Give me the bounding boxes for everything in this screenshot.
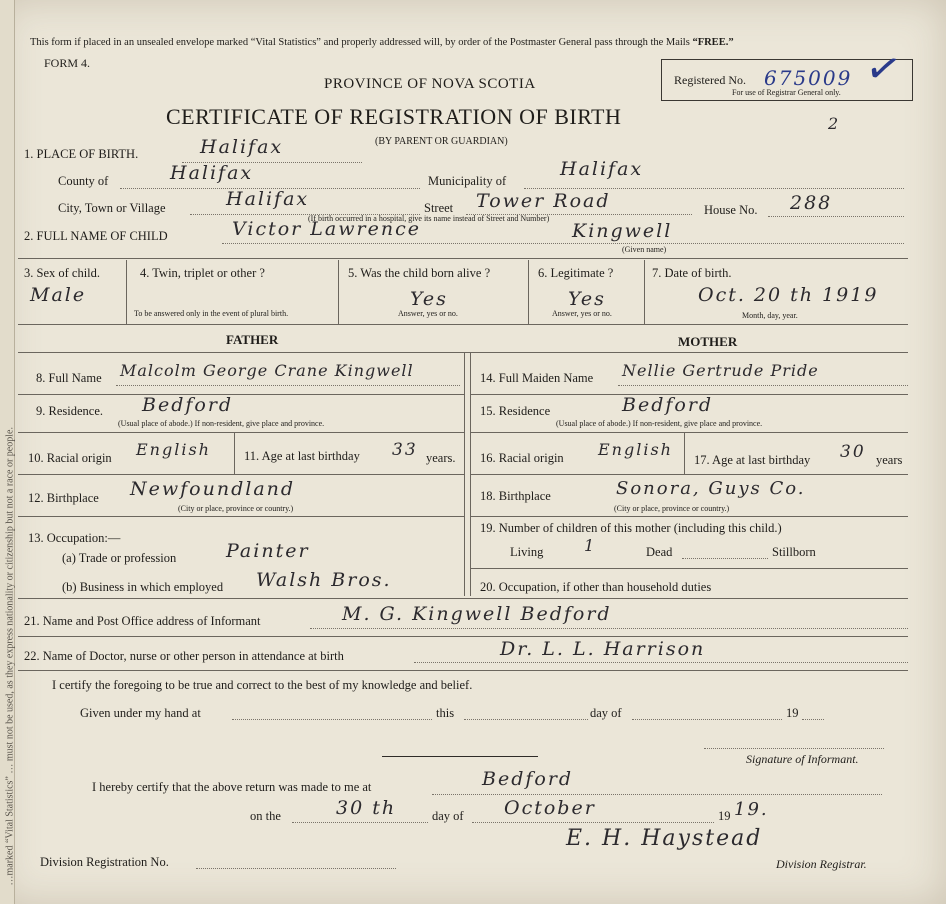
- legitimate-note: Answer, yes or no.: [552, 309, 612, 318]
- divider-5-6: [528, 260, 529, 324]
- legitimate-value: Yes: [568, 288, 606, 310]
- doctor-value: Dr. L. L. Harrison: [500, 638, 706, 660]
- page-title: CERTIFICATE OF REGISTRATION OF BIRTH: [166, 104, 622, 129]
- father-residence-value: Bedford: [142, 394, 234, 416]
- dob-label: 7. Date of birth.: [652, 266, 732, 280]
- child-name-line: [222, 243, 904, 244]
- municipality-label: Municipality of: [428, 174, 507, 188]
- mother-name-line: [618, 385, 908, 386]
- city-label: City, Town or Village: [58, 201, 166, 215]
- street-note: (If birth occurred in a hospital, give its name instead of Street and Number): [308, 214, 550, 223]
- registered-label: Registered No.: [674, 73, 746, 87]
- return-statement: I hereby certify that the above return was made to me at: [92, 780, 372, 794]
- rule-certify-top: [18, 670, 908, 671]
- informant-line: [310, 628, 908, 629]
- divider-3-4: [126, 260, 127, 324]
- mother-residence-label: 15. Residence: [480, 404, 551, 418]
- return-day-line: [292, 822, 428, 823]
- county-label: County of: [58, 174, 109, 188]
- given-place-line: [232, 719, 432, 720]
- child-given-note: (Given name): [622, 245, 667, 254]
- father-rule-4: [18, 516, 464, 517]
- mother-living-value: 1: [584, 536, 597, 555]
- rule-row-3-top: [18, 258, 908, 259]
- father-birthplace-label: 12. Birthplace: [28, 491, 99, 505]
- mother-name-value: Nellie Gertrude Pride: [622, 361, 819, 380]
- alive-value: Yes: [410, 288, 448, 310]
- father-residence-note: [118, 419, 324, 428]
- mother-birthplace-note: (City or place, province or country.): [614, 504, 730, 513]
- house-label: House No.: [704, 203, 758, 217]
- municipality-value: Halifax: [560, 158, 644, 180]
- alive-label: 5. Was the child born alive ?: [348, 266, 491, 280]
- father-racial-value: English: [136, 440, 211, 459]
- postal-notice-free: “FREE.”: [692, 37, 734, 48]
- informant-value: M. G. Kingwell Bedford: [342, 603, 612, 625]
- mother-age-label: 17. Age at last birthday: [694, 453, 811, 467]
- return-month-value: October: [504, 797, 596, 819]
- divider-4-5: [338, 260, 339, 324]
- house-value: 288: [790, 192, 833, 214]
- mother-residence-note-b: If non-resident, give place and province.: [632, 419, 763, 428]
- sex-value: Male: [30, 284, 87, 306]
- father-age-label: 11. Age at last birthday: [244, 449, 360, 463]
- informant-label: 21. Name and Post Office address of Informant: [24, 614, 261, 628]
- registrar-use-note: For use of Registrar General only.: [732, 88, 841, 97]
- short-divider: [382, 756, 538, 757]
- province-heading: PROVINCE OF NOVA SCOTIA: [324, 76, 536, 92]
- divider-6-7: [644, 260, 645, 324]
- father-residence-label: 9. Residence.: [36, 404, 103, 418]
- mother-name-label: 14. Full Maiden Name: [480, 371, 594, 385]
- sex-label: 3. Sex of child.: [24, 266, 101, 280]
- father-name-value: Malcolm George Crane Kingwell: [120, 361, 414, 380]
- mother-racial-value: English: [598, 440, 673, 459]
- city-value: Halifax: [226, 188, 310, 210]
- father-name-label: 8. Full Name: [36, 371, 102, 385]
- return-year-prefix: 19: [718, 809, 731, 823]
- checkmark-icon: ✓: [861, 40, 906, 97]
- mother-divider-16-17: [684, 432, 685, 474]
- father-trade-label: (a) Trade or profession: [62, 551, 177, 565]
- street-label: Street: [424, 201, 454, 215]
- return-day-value: 30 th: [336, 797, 397, 819]
- on-the-label: on the: [250, 809, 281, 823]
- division-registration-label: Division Registration No.: [40, 855, 169, 869]
- doctor-label: 22. Name of Doctor, nurse or other person in attendance at birth: [24, 649, 344, 663]
- father-trade-value: Painter: [226, 540, 310, 562]
- division-registrar-label: Division Registrar.: [776, 857, 867, 871]
- mother-years-label: years: [876, 453, 903, 467]
- father-business-value: Walsh Bros.: [256, 569, 392, 591]
- registrar-signature: E. H. Haystead: [566, 826, 763, 851]
- division-registration-line: [196, 868, 396, 869]
- mother-living-label: Living: [510, 545, 544, 559]
- place-of-birth-value: Halifax: [200, 136, 284, 158]
- postal-notice: [30, 37, 734, 48]
- margin-vertical-text: …marked “Vital Statistics” … must not be used, as they express nationality or citizenship but not a race or people.: [4, 427, 16, 886]
- mother-children-label: 19. Number of children of this mother (including this child.): [480, 521, 782, 535]
- mother-stillborn-label: Stillborn: [772, 545, 816, 559]
- dob-value: Oct. 20 th 1919: [698, 284, 879, 306]
- father-rule-3: [18, 474, 464, 475]
- mother-residence-value: Bedford: [622, 394, 714, 416]
- mother-age-value: 30: [840, 442, 866, 462]
- mother-rule-5: [470, 568, 908, 569]
- mother-occupation-label: 20. Occupation, if other than household duties: [480, 580, 712, 594]
- parents-center-divider: [464, 352, 465, 596]
- father-heading: FATHER: [226, 332, 279, 347]
- father-business-label: (b) Business in which employed: [62, 580, 224, 594]
- informant-signature-line: [704, 748, 884, 749]
- informant-signature-label: Signature of Informant.: [746, 752, 859, 766]
- registered-number: 675009: [764, 66, 853, 90]
- father-residence-note-b: If non-resident, give place and province.: [194, 419, 325, 428]
- return-place-line: [432, 794, 882, 795]
- mother-rule-3: [470, 474, 908, 475]
- father-racial-label: 10. Racial origin: [28, 451, 112, 465]
- doctor-line: [414, 662, 908, 663]
- left-margin-strip: [0, 0, 15, 904]
- mother-rule-4: [470, 516, 908, 517]
- given-year-line: [802, 719, 824, 720]
- corner-handwritten-mark: 2: [828, 114, 841, 133]
- mother-residence-note: [556, 419, 762, 428]
- father-age-value: 33: [392, 440, 418, 460]
- this-label: this: [436, 706, 455, 720]
- given-year-prefix: 19: [786, 706, 799, 720]
- father-divider-10-11: [234, 432, 235, 474]
- father-name-line: [116, 385, 460, 386]
- twin-note: To be answered only in the event of plural birth.: [134, 309, 289, 318]
- rule-parents-heading: [18, 352, 908, 353]
- given-month-line: [632, 719, 782, 720]
- child-given-name: Victor Lawrence: [232, 218, 421, 240]
- rule-doctor-top: [18, 636, 908, 637]
- father-occupation-label: 13. Occupation:—: [28, 531, 121, 545]
- alive-note: Answer, yes or no.: [398, 309, 458, 318]
- mother-heading: MOTHER: [678, 334, 738, 349]
- legitimate-label: 6. Legitimate ?: [538, 266, 614, 280]
- mother-birthplace-value: Sonora, Guys Co.: [616, 478, 806, 499]
- mother-dead-line: [682, 558, 768, 559]
- return-month-line: [472, 822, 714, 823]
- mother-rule-2: [470, 432, 908, 433]
- rule-informant-top: [18, 598, 908, 599]
- given-under-label: Given under my hand at: [80, 706, 201, 720]
- mother-residence-note-a: (Usual place of abode.): [556, 419, 631, 428]
- county-value: Halifax: [170, 162, 254, 184]
- rule-parents-top: [18, 324, 908, 325]
- father-years-label: years.: [426, 451, 456, 465]
- certify-statement: I certify the foregoing to be true and correct to the best of my knowledge and belief.: [52, 678, 473, 692]
- return-year-value: 19.: [734, 799, 769, 820]
- street-value: Tower Road: [476, 190, 611, 212]
- father-birthplace-value: Newfoundland: [130, 478, 296, 500]
- father-residence-note-a: (Usual place of abode.): [118, 419, 193, 428]
- municipality-line: [524, 188, 904, 189]
- child-surname: Kingwell: [572, 220, 673, 242]
- mother-dead-label: Dead: [646, 545, 673, 559]
- given-day-of-label: day of: [590, 706, 622, 720]
- form-number: FORM 4.: [44, 56, 91, 70]
- house-line: [768, 216, 904, 217]
- dob-note: Month, day, year.: [742, 311, 798, 320]
- father-rule-1: [18, 394, 464, 395]
- father-birthplace-note: (City or place, province or country.): [178, 504, 294, 513]
- page-subtitle: (BY PARENT OR GUARDIAN): [375, 136, 508, 147]
- postal-notice-text: This form if placed in an unsealed envelope marked “Vital Statistics” and properly addressed will, by order of the Postmaster General pass through the Mails: [30, 37, 690, 48]
- twin-label: 4. Twin, triplet or other ?: [140, 266, 265, 280]
- given-day-line: [464, 719, 588, 720]
- child-name-label: 2. FULL NAME OF CHILD: [24, 229, 168, 243]
- father-rule-2: [18, 432, 464, 433]
- mother-racial-label: 16. Racial origin: [480, 451, 564, 465]
- mother-birthplace-label: 18. Birthplace: [480, 489, 551, 503]
- return-place-value: Bedford: [482, 768, 574, 790]
- return-day-of-label: day of: [432, 809, 464, 823]
- place-of-birth-label: 1. PLACE OF BIRTH.: [24, 147, 139, 161]
